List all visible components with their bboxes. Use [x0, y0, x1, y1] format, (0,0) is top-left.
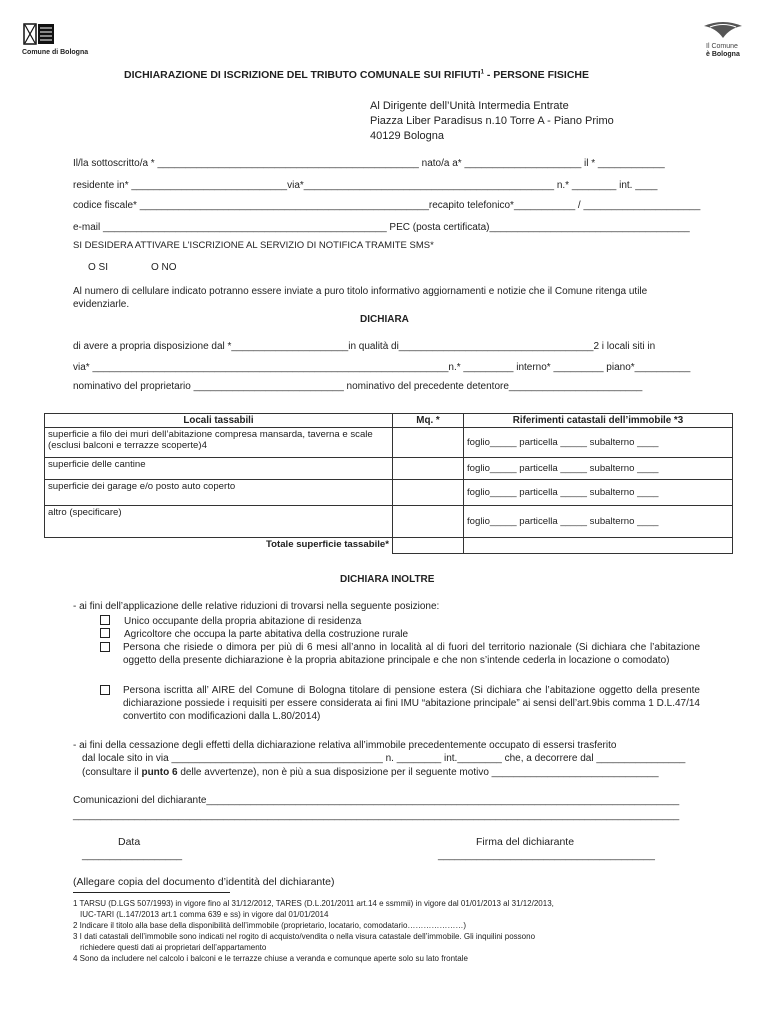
footnote-divider: [73, 892, 230, 893]
bologna-logo: [22, 22, 58, 51]
reduction-option-4[interactable]: [100, 684, 700, 723]
comune-logo: [700, 20, 746, 43]
checkbox[interactable]: [100, 642, 110, 652]
checkbox[interactable]: [100, 685, 110, 695]
footnote-2: 2 Indicare il titolo alla base della disponibilità dell’immobile (proprietario, locatario, comodatario…………………): [73, 921, 467, 930]
reduction-option-3[interactable]: [100, 641, 700, 667]
field-row-fiscal-code[interactable]: codice fiscale* ____________________________________________________recapito telefonico*___________ / _____________________: [73, 200, 701, 211]
field-row-address[interactable]: residente in* ____________________________via*_____________________________________________ n.* ________ int. ____: [73, 180, 658, 191]
total-label: Totale superficie tassabile*: [45, 538, 393, 554]
table-total-row: [45, 538, 733, 554]
reduction-intro: - ai fini dell’applicazione delle relative riduzioni di trovarsi nella seguente posizione:: [73, 601, 440, 612]
signature-line[interactable]: _______________________________________: [438, 850, 655, 861]
cessation-text-a: (consultare il: [82, 767, 142, 778]
reduction-option-2[interactable]: [100, 628, 408, 640]
sms-notice: Al numero di cellulare indicato potranno essere inviate a puro titolo informativo aggiornamenti e notizie che il Comune ritenga utile evidenziarle.: [73, 286, 648, 310]
table-row: [45, 480, 733, 506]
logo-right-line1: Il Comune: [706, 43, 738, 50]
option-label: Persona che risiede o dimora per più di 6 mesi all’anno in località al di fuori del territorio nazionale (Si dichiara che l’abitazione oggetto della presente dichiarazione è la propria abitazione principale e che non s’intende cederla in locazione o comodato): [123, 642, 700, 666]
option-label: Agricoltore che occupa la parte abitativa della costruzione rurale: [124, 629, 409, 640]
total-cadastral-cell: [464, 538, 733, 554]
sqm-cell[interactable]: [393, 506, 464, 538]
cadastral-cell[interactable]: foglio_____ particella _____ subalterno ____: [464, 458, 733, 480]
premises-label: superficie dei garage e/o posto auto coperto: [45, 480, 393, 506]
date-label: Data: [118, 836, 141, 848]
date-line[interactable]: __________________: [82, 850, 183, 861]
signature-label: Firma del dichiarante: [476, 836, 575, 848]
page-title: [124, 69, 589, 81]
sms-option-yes[interactable]: O SI: [88, 262, 109, 273]
premises-label: altro (specificare): [45, 506, 393, 538]
logo-right-line2: è Bologna: [706, 51, 740, 58]
option-label: Unico occupante della propria abitazione di residenza: [124, 616, 362, 627]
footnote-3: 3 I dati catastali dell’immobile sono indicati nel rogito di acquisto/vendita o nella visura catastale dell’immobile. Gli inquilini possono: [73, 932, 536, 941]
sms-option-no[interactable]: O NO: [151, 262, 177, 273]
cessation-line1: - ai fini della cessazione degli effetti della dichiarazione relativa all’immobile precedentemente occupato di essersi trasferito: [73, 740, 617, 751]
dichiara-row-street[interactable]: via* ________________________________________________________________n.* _________ interno* _________ piano*__________: [73, 362, 691, 373]
field-row-email[interactable]: e-mail ___________________________________________________ PEC (posta certificata)____________________________________: [73, 222, 690, 233]
cadastral-cell[interactable]: foglio_____ particella _____ subalterno ____: [464, 480, 733, 506]
checkbox[interactable]: [100, 615, 110, 625]
cessation-text-bold: punto 6: [141, 767, 178, 778]
field-row-name[interactable]: Il/la sottoscritto/a * _______________________________________________ nato/a a* _____________________ il * ____________: [73, 158, 665, 169]
title-text: DICHIARAZIONE DI ISCRIZIONE DEL TRIBUTO COMUNALE SUI RIFIUTI: [124, 69, 481, 81]
cessation-text-c: delle avvertenze), non è più a sua disposizione per il seguente motivo ______________________________: [177, 767, 659, 778]
footnote-1-cont: IUC-TARI (L.147/2013 art.1 comma 639 e ss) in vigore dal 01/01/2014: [80, 910, 329, 919]
recipient-block: [370, 99, 614, 144]
header-cadastral: Riferimenti catastali dell’immobile *3: [464, 414, 733, 428]
dichiara-row-period[interactable]: di avere a propria disposizione dal *_____________________in qualità di___________________________________2 i locali siti in: [73, 341, 656, 352]
cessation-line2[interactable]: dal locale sito in via ______________________________________ n. ________ int.________ che, a decorrere dal ________________: [82, 753, 686, 764]
premises-label: superficie delle cantine: [45, 458, 393, 480]
footnotes: [73, 898, 554, 964]
header-premises: Locali tassabili: [45, 414, 393, 428]
cessation-line3[interactable]: [82, 767, 659, 778]
title-footnote-ref: 1: [480, 69, 484, 76]
sqm-cell[interactable]: [393, 428, 464, 458]
sqm-cell[interactable]: [393, 480, 464, 506]
checkbox[interactable]: [100, 628, 110, 638]
table-row: [45, 458, 733, 480]
total-sqm-cell[interactable]: [393, 538, 464, 554]
city-crest-icon: [22, 22, 58, 48]
recipient-line3: 40129 Bologna: [370, 130, 445, 142]
communications-field-line2[interactable]: _____________________________________________________________________________________________________________: [73, 810, 680, 821]
cadastral-cell[interactable]: foglio_____ particella _____ subalterno ____: [464, 506, 733, 538]
header-sqm: Mq. *: [393, 414, 464, 428]
sqm-cell[interactable]: [393, 458, 464, 480]
inoltre-heading: DICHIARA INOLTRE: [340, 574, 435, 585]
table-header-row: [45, 414, 733, 428]
attachment-note: (Allegare copia del documento d’identità del dichiarante): [73, 876, 335, 888]
premises-label: superficie a filo dei muri dell’abitazione compresa mansarda, taverna e scale (esclusi balconi e terrazze scoperte)4: [45, 428, 393, 458]
logo-left-text: Comune di Bologna: [22, 49, 89, 56]
table-row: [45, 428, 733, 458]
dichiara-heading: DICHIARA: [360, 314, 409, 325]
recipient-line1: Al Dirigente dell’Unità Intermedia Entrate: [370, 100, 569, 112]
table-row: [45, 506, 733, 538]
sms-question: SI DESIDERA ATTIVARE L'ISCRIZIONE AL SERVIZIO DI NOTIFICA TRAMITE SMS*: [73, 240, 434, 251]
recipient-line2: Piazza Liber Paradisus n.10 Torre A - Piano Primo: [370, 115, 614, 127]
footnote-1: 1 TARSU (D.LGS 507/1993) in vigore fino al 31/12/2012, TARES (D.L.201/2011 art.14 e ssmmii) in vigore dal 01/01/2013 al 31/12/2013,: [73, 899, 554, 908]
option-label: Persona iscritta all’ AIRE del Comune di Bologna titolare di pensione estera (Si dichiara che l’abitazione oggetto della presente dichiarazione possiede i requisiti per essere considerata ai fini IMU “abitazione principale” ai sensi dell’art.9bis comma 1 D.L.47/14 convertito con modificazioni dalla L.80/2014): [123, 685, 700, 722]
cadastral-cell[interactable]: foglio_____ particella _____ subalterno ____: [464, 428, 733, 458]
communications-field[interactable]: Comunicazioni del dichiarante_____________________________________________________________________________________: [73, 795, 680, 806]
title-suffix: - PERSONE FISICHE: [483, 69, 589, 81]
wings-icon: [700, 20, 746, 40]
dichiara-row-owner[interactable]: nominativo del proprietario ___________________________ nominativo del precedente detentore________________________: [73, 381, 643, 392]
premises-table: [44, 413, 733, 554]
reduction-option-1[interactable]: [100, 615, 361, 627]
footnote-4: 4 Sono da includere nel calcolo i balconi e le terrazze chiuse a veranda e comunque aperte solo su lato frontale: [73, 954, 468, 963]
footnote-3-cont: richiedere questi dati ai proprietari dell’appartamento: [80, 943, 267, 952]
